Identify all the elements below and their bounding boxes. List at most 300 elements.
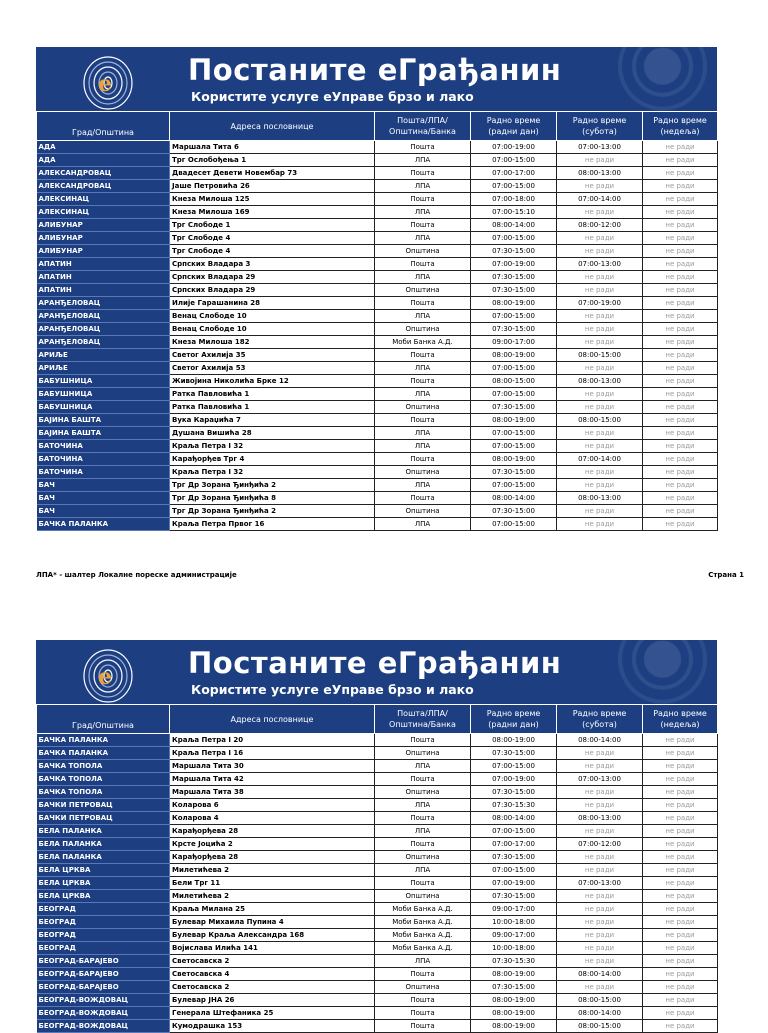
row-type: ЛПА [375, 518, 471, 531]
banner [36, 640, 717, 704]
row-weekday-hours: 07:30-15:00 [471, 401, 557, 414]
row-city: БАЧКА ПАЛАНКА [37, 518, 170, 531]
table-row [37, 864, 718, 877]
row-city: БЕОГРАД-ВОЖДОВАЦ [37, 1007, 170, 1020]
fingerprint-logo-icon [80, 646, 136, 704]
row-city: БЕЛА ПАЛАНКА [37, 825, 170, 838]
row-sunday-hours: не ради [643, 232, 718, 245]
row-type: Општина [375, 284, 471, 297]
table-row [37, 284, 718, 297]
row-saturday-hours: не ради [557, 284, 643, 297]
row-type: Пошта [375, 1007, 471, 1020]
row-type: ЛПА [375, 760, 471, 773]
table-row [37, 206, 718, 219]
row-type: Пошта [375, 994, 471, 1007]
row-saturday-hours: 08:00-14:00 [557, 1007, 643, 1020]
table-row [37, 851, 718, 864]
row-address: Милетићева 2 [170, 864, 375, 877]
row-saturday-hours: не ради [557, 760, 643, 773]
row-sunday-hours: не ради [643, 994, 718, 1007]
row-sunday-hours: не ради [643, 981, 718, 994]
row-city: БАЧ [37, 505, 170, 518]
row-address: Краља Петра Првог 16 [170, 518, 375, 531]
row-address: Карађорђева 28 [170, 851, 375, 864]
row-weekday-hours: 07:00-15:00 [471, 180, 557, 193]
row-type: ЛПА [375, 180, 471, 193]
col-header-saturday: Радно време (субота) [557, 112, 643, 141]
row-type: Општина [375, 981, 471, 994]
table-row [37, 427, 718, 440]
table-row [37, 219, 718, 232]
row-sunday-hours: не ради [643, 206, 718, 219]
row-type: Пошта [375, 734, 471, 747]
banner-subtitle: Користите услуге еУправе брзо и лако [191, 682, 474, 697]
row-type: Пошта [375, 812, 471, 825]
row-weekday-hours: 07:00-15:00 [471, 154, 557, 167]
row-sunday-hours: не ради [643, 479, 718, 492]
row-weekday-hours: 08:00-19:00 [471, 994, 557, 1007]
table-row [37, 877, 718, 890]
row-type: Пошта [375, 877, 471, 890]
table-row [37, 773, 718, 786]
row-saturday-hours: 07:00-13:00 [557, 877, 643, 890]
row-weekday-hours: 07:30-15:00 [471, 981, 557, 994]
row-address: Трг Др Зорана Ђинђића 8 [170, 492, 375, 505]
table-row [37, 401, 718, 414]
row-weekday-hours: 08:00-19:00 [471, 349, 557, 362]
row-saturday-hours: 07:00-19:00 [557, 297, 643, 310]
row-saturday-hours: не ради [557, 388, 643, 401]
row-weekday-hours: 07:00-19:00 [471, 258, 557, 271]
row-address: Краља Милана 25 [170, 903, 375, 916]
table-row [37, 916, 718, 929]
row-city: БЕЛА ПАЛАНКА [37, 851, 170, 864]
col-header-city: Град/Општина [37, 112, 170, 141]
row-address: Кнеза Милоша 125 [170, 193, 375, 206]
banner [36, 47, 717, 111]
row-address: Булевар Краља Александра 168 [170, 929, 375, 942]
row-sunday-hours: не ради [643, 323, 718, 336]
table-row [37, 466, 718, 479]
row-sunday-hours: не ради [643, 440, 718, 453]
row-weekday-hours: 08:00-15:00 [471, 375, 557, 388]
row-saturday-hours: не ради [557, 929, 643, 942]
row-weekday-hours: 07:30-15:00 [471, 284, 557, 297]
row-type: Пошта [375, 349, 471, 362]
row-sunday-hours: не ради [643, 388, 718, 401]
table-row [37, 414, 718, 427]
row-address: Бели Трг 11 [170, 877, 375, 890]
col-header-address: Адреса пословнице [170, 112, 375, 141]
row-city: БАЧКА ТОПОЛА [37, 760, 170, 773]
table-row [37, 258, 718, 271]
row-type: ЛПА [375, 271, 471, 284]
row-saturday-hours: 08:00-14:00 [557, 968, 643, 981]
row-sunday-hours: не ради [643, 929, 718, 942]
row-saturday-hours: не ради [557, 362, 643, 375]
row-type: Општина [375, 851, 471, 864]
table-row [37, 479, 718, 492]
row-address: Светог Ахилија 53 [170, 362, 375, 375]
row-weekday-hours: 07:00-18:00 [471, 193, 557, 206]
row-address: Генерала Штефаника 25 [170, 1007, 375, 1020]
row-saturday-hours: не ради [557, 427, 643, 440]
row-weekday-hours: 10:00-18:00 [471, 916, 557, 929]
row-type: Општина [375, 747, 471, 760]
row-weekday-hours: 07:00-15:00 [471, 388, 557, 401]
row-city: БАЧКА ПАЛАНКА [37, 747, 170, 760]
row-type: Моби Банка А.Д. [375, 903, 471, 916]
row-type: ЛПА [375, 310, 471, 323]
table-row [37, 1007, 718, 1020]
table-row [37, 518, 718, 531]
row-saturday-hours: не ради [557, 401, 643, 414]
row-address: Маршала Тита 6 [170, 141, 375, 154]
row-weekday-hours: 09:00-17:00 [471, 929, 557, 942]
row-weekday-hours: 07:00-15:00 [471, 479, 557, 492]
col-header-sunday: Радно време (недеља) [643, 112, 718, 141]
row-city: БЕЛА ЦРКВА [37, 890, 170, 903]
row-type: Пошта [375, 167, 471, 180]
row-city: БАЧ [37, 492, 170, 505]
row-saturday-hours: не ради [557, 505, 643, 518]
row-type: ЛПА [375, 154, 471, 167]
row-type: Моби Банка А.Д. [375, 929, 471, 942]
row-weekday-hours: 07:00-15:00 [471, 825, 557, 838]
table-row [37, 981, 718, 994]
locations-table [36, 704, 718, 1033]
row-type: Општина [375, 890, 471, 903]
table-row [37, 1020, 718, 1033]
row-weekday-hours: 08:00-19:00 [471, 297, 557, 310]
row-city: БАТОЧИНА [37, 440, 170, 453]
row-weekday-hours: 07:30-15:00 [471, 271, 557, 284]
row-address: Ратка Павловића 1 [170, 401, 375, 414]
col-header-weekday: Радно време (радни дан) [471, 705, 557, 734]
row-type: Општина [375, 401, 471, 414]
row-address: Трг Слободе 4 [170, 232, 375, 245]
row-city: БЕОГРАД-ВОЖДОВАЦ [37, 994, 170, 1007]
row-address: Карађорђев Трг 4 [170, 453, 375, 466]
row-sunday-hours: не ради [643, 864, 718, 877]
row-type: Општина [375, 786, 471, 799]
row-sunday-hours: не ради [643, 219, 718, 232]
row-type: ЛПА [375, 206, 471, 219]
row-sunday-hours: не ради [643, 492, 718, 505]
row-address: Трг Др Зорана Ђинђића 2 [170, 505, 375, 518]
table-row [37, 968, 718, 981]
row-city: БЕОГРАД-БАРАЈЕВО [37, 955, 170, 968]
table-row [37, 825, 718, 838]
row-address: Српских Владара 29 [170, 271, 375, 284]
table-row [37, 505, 718, 518]
row-weekday-hours: 07:00-15:00 [471, 518, 557, 531]
row-sunday-hours: не ради [643, 284, 718, 297]
banner-title: Постаните еГрађанин [188, 53, 562, 87]
table-row [37, 362, 718, 375]
row-address: Венац Слободе 10 [170, 323, 375, 336]
row-sunday-hours: не ради [643, 916, 718, 929]
row-sunday-hours: не ради [643, 141, 718, 154]
row-weekday-hours: 07:00-15:00 [471, 310, 557, 323]
svg-text:е: е [98, 664, 112, 690]
row-weekday-hours: 07:00-15:00 [471, 760, 557, 773]
row-address: Илије Гарашанина 28 [170, 297, 375, 310]
row-sunday-hours: не ради [643, 505, 718, 518]
table-row [37, 929, 718, 942]
row-weekday-hours: 08:00-14:00 [471, 492, 557, 505]
table-row [37, 193, 718, 206]
row-weekday-hours: 07:00-19:00 [471, 877, 557, 890]
row-type: Пошта [375, 219, 471, 232]
row-saturday-hours: не ради [557, 466, 643, 479]
row-saturday-hours: 08:00-13:00 [557, 375, 643, 388]
row-sunday-hours: не ради [643, 427, 718, 440]
row-address: Кнеза Милоша 169 [170, 206, 375, 219]
row-weekday-hours: 08:00-19:00 [471, 414, 557, 427]
row-weekday-hours: 07:30-15:00 [471, 851, 557, 864]
row-address: Коларова 4 [170, 812, 375, 825]
locations-table [36, 111, 718, 531]
table-row [37, 336, 718, 349]
row-city: БАБУШНИЦА [37, 388, 170, 401]
row-saturday-hours: не ради [557, 154, 643, 167]
row-saturday-hours: 07:00-13:00 [557, 773, 643, 786]
row-sunday-hours: не ради [643, 466, 718, 479]
row-weekday-hours: 08:00-14:00 [471, 219, 557, 232]
row-city: БАЧКИ ПЕТРОВАЦ [37, 799, 170, 812]
row-city: БЕОГРАД-ВОЖДОВАЦ [37, 1020, 170, 1033]
row-saturday-hours: 07:00-13:00 [557, 258, 643, 271]
row-weekday-hours: 07:30-15:00 [471, 786, 557, 799]
row-type: Општина [375, 245, 471, 258]
row-type: Пошта [375, 297, 471, 310]
row-saturday-hours: не ради [557, 890, 643, 903]
row-sunday-hours: не ради [643, 825, 718, 838]
row-city: БЕОГРАД [37, 916, 170, 929]
row-city: БАЧКИ ПЕТРОВАЦ [37, 812, 170, 825]
table-row [37, 492, 718, 505]
row-address: Јаше Петровића 26 [170, 180, 375, 193]
row-saturday-hours: не ради [557, 955, 643, 968]
row-city: АЛЕКСАНДРОВАЦ [37, 167, 170, 180]
col-header-saturday: Радно време (субота) [557, 705, 643, 734]
row-city: БЕОГРАД [37, 929, 170, 942]
footer-note: ЛПА* - шалтер Локалне пореске администрације [36, 571, 237, 579]
row-city: АЛЕКСАНДРОВАЦ [37, 180, 170, 193]
row-city: БЕОГРАД-БАРАЈЕВО [37, 981, 170, 994]
row-saturday-hours: не ради [557, 180, 643, 193]
table-row [37, 786, 718, 799]
row-address: Трг Ослобођења 1 [170, 154, 375, 167]
page-2 [36, 640, 717, 1033]
row-weekday-hours: 08:00-19:00 [471, 1007, 557, 1020]
row-sunday-hours: не ради [643, 942, 718, 955]
row-city: АЛЕКСИНАЦ [37, 193, 170, 206]
row-city: АРАНЂЕЛОВАЦ [37, 297, 170, 310]
row-city: АРИЉЕ [37, 362, 170, 375]
row-saturday-hours: не ради [557, 206, 643, 219]
row-type: ЛПА [375, 955, 471, 968]
row-saturday-hours: 08:00-14:00 [557, 734, 643, 747]
row-sunday-hours: не ради [643, 297, 718, 310]
row-sunday-hours: не ради [643, 245, 718, 258]
row-city: АРАНЂЕЛОВАЦ [37, 310, 170, 323]
row-weekday-hours: 07:30-15:30 [471, 955, 557, 968]
row-address: Вука Караџића 7 [170, 414, 375, 427]
row-type: Пошта [375, 492, 471, 505]
row-city: БЕОГРАД-БАРАЈЕВО [37, 968, 170, 981]
row-weekday-hours: 07:00-19:00 [471, 773, 557, 786]
row-type: Моби Банка А.Д. [375, 336, 471, 349]
row-address: Маршала Тита 42 [170, 773, 375, 786]
row-sunday-hours: не ради [643, 890, 718, 903]
row-sunday-hours: не ради [643, 271, 718, 284]
table-row [37, 734, 718, 747]
row-saturday-hours: не ради [557, 245, 643, 258]
table-row [37, 942, 718, 955]
row-type: Пошта [375, 414, 471, 427]
row-sunday-hours: не ради [643, 734, 718, 747]
row-weekday-hours: 10:00-18:00 [471, 942, 557, 955]
row-address: Краља Петра I 32 [170, 440, 375, 453]
col-header-sunday: Радно време (недеља) [643, 705, 718, 734]
row-weekday-hours: 07:30-15:00 [471, 747, 557, 760]
table-row [37, 799, 718, 812]
table-row [37, 245, 718, 258]
row-type: Пошта [375, 258, 471, 271]
row-city: АЛЕКСИНАЦ [37, 206, 170, 219]
row-saturday-hours: не ради [557, 916, 643, 929]
row-saturday-hours: не ради [557, 864, 643, 877]
table-row [37, 375, 718, 388]
row-type: Општина [375, 466, 471, 479]
row-sunday-hours: не ради [643, 838, 718, 851]
row-address: Коларова 6 [170, 799, 375, 812]
row-city: БАЧКА ТОПОЛА [37, 786, 170, 799]
row-saturday-hours: не ради [557, 799, 643, 812]
table-row [37, 271, 718, 284]
row-saturday-hours: 08:00-15:00 [557, 349, 643, 362]
row-city: АДА [37, 154, 170, 167]
row-weekday-hours: 07:30-15:00 [471, 245, 557, 258]
row-saturday-hours: не ради [557, 981, 643, 994]
row-city: БАБУШНИЦА [37, 401, 170, 414]
row-saturday-hours: 08:00-15:00 [557, 994, 643, 1007]
table-body [37, 734, 718, 1033]
row-saturday-hours: 08:00-15:00 [557, 414, 643, 427]
table-row [37, 323, 718, 336]
row-weekday-hours: 09:00-17:00 [471, 336, 557, 349]
row-saturday-hours: 08:00-13:00 [557, 167, 643, 180]
row-saturday-hours: не ради [557, 479, 643, 492]
row-sunday-hours: не ради [643, 453, 718, 466]
row-address: Душана Вишића 28 [170, 427, 375, 440]
row-city: БАЧКА ПАЛАНКА [37, 734, 170, 747]
row-weekday-hours: 07:00-15:00 [471, 362, 557, 375]
table-row [37, 812, 718, 825]
row-sunday-hours: не ради [643, 968, 718, 981]
col-header-weekday: Радно време (радни дан) [471, 112, 557, 141]
table-row [37, 297, 718, 310]
row-type: Моби Банка А.Д. [375, 942, 471, 955]
row-address: Кумодрашка 153 [170, 1020, 375, 1033]
row-sunday-hours: не ради [643, 760, 718, 773]
row-address: Ратка Павловића 1 [170, 388, 375, 401]
row-type: Пошта [375, 141, 471, 154]
row-address: Светосавска 2 [170, 955, 375, 968]
row-sunday-hours: не ради [643, 1020, 718, 1033]
banner-subtitle: Користите услуге еУправе брзо и лако [191, 89, 474, 104]
row-type: Пошта [375, 453, 471, 466]
row-weekday-hours: 08:00-19:00 [471, 1020, 557, 1033]
table-row [37, 747, 718, 760]
table-row [37, 180, 718, 193]
row-saturday-hours: 07:00-14:00 [557, 193, 643, 206]
table-header [37, 112, 718, 141]
row-saturday-hours: не ради [557, 232, 643, 245]
table-body [37, 141, 718, 531]
row-weekday-hours: 08:00-14:00 [471, 812, 557, 825]
row-saturday-hours: не ради [557, 825, 643, 838]
row-city: АРИЉЕ [37, 349, 170, 362]
row-weekday-hours: 07:00-15:00 [471, 864, 557, 877]
row-sunday-hours: не ради [643, 955, 718, 968]
row-city: БАЈИНА БАШТА [37, 414, 170, 427]
row-sunday-hours: не ради [643, 851, 718, 864]
page-1 [36, 47, 717, 531]
row-weekday-hours: 07:00-17:00 [471, 838, 557, 851]
row-saturday-hours: 08:00-13:00 [557, 812, 643, 825]
row-saturday-hours: 07:00-14:00 [557, 453, 643, 466]
row-type: ЛПА [375, 362, 471, 375]
table-row [37, 388, 718, 401]
row-sunday-hours: не ради [643, 375, 718, 388]
row-type: Пошта [375, 773, 471, 786]
row-address: Маршала Тита 38 [170, 786, 375, 799]
row-city: БАБУШНИЦА [37, 375, 170, 388]
col-header-city: Град/Општина [37, 705, 170, 734]
row-city: АРАНЂЕЛОВАЦ [37, 323, 170, 336]
row-sunday-hours: не ради [643, 903, 718, 916]
table-row [37, 141, 718, 154]
row-saturday-hours: 08:00-12:00 [557, 219, 643, 232]
row-sunday-hours: не ради [643, 349, 718, 362]
row-address: Светосавска 2 [170, 981, 375, 994]
table-header [37, 705, 718, 734]
fingerprint-logo-icon [80, 53, 136, 111]
row-saturday-hours: 08:00-15:00 [557, 1020, 643, 1033]
row-weekday-hours: 07:00-15:00 [471, 440, 557, 453]
row-sunday-hours: не ради [643, 180, 718, 193]
row-address: Светосавска 4 [170, 968, 375, 981]
banner-title: Постаните еГрађанин [188, 646, 562, 680]
table-row [37, 760, 718, 773]
row-type: Пошта [375, 193, 471, 206]
row-sunday-hours: не ради [643, 747, 718, 760]
row-sunday-hours: не ради [643, 258, 718, 271]
row-weekday-hours: 07:00-17:00 [471, 167, 557, 180]
row-sunday-hours: не ради [643, 812, 718, 825]
row-city: АРАНЂЕЛОВАЦ [37, 336, 170, 349]
row-weekday-hours: 07:30-15:30 [471, 799, 557, 812]
row-address: Двадесет Девети Новембар 73 [170, 167, 375, 180]
row-weekday-hours: 07:00-19:00 [471, 141, 557, 154]
row-weekday-hours: 07:30-15:00 [471, 323, 557, 336]
row-saturday-hours: не ради [557, 942, 643, 955]
row-address: Кнеза Милоша 182 [170, 336, 375, 349]
row-city: БАТОЧИНА [37, 466, 170, 479]
